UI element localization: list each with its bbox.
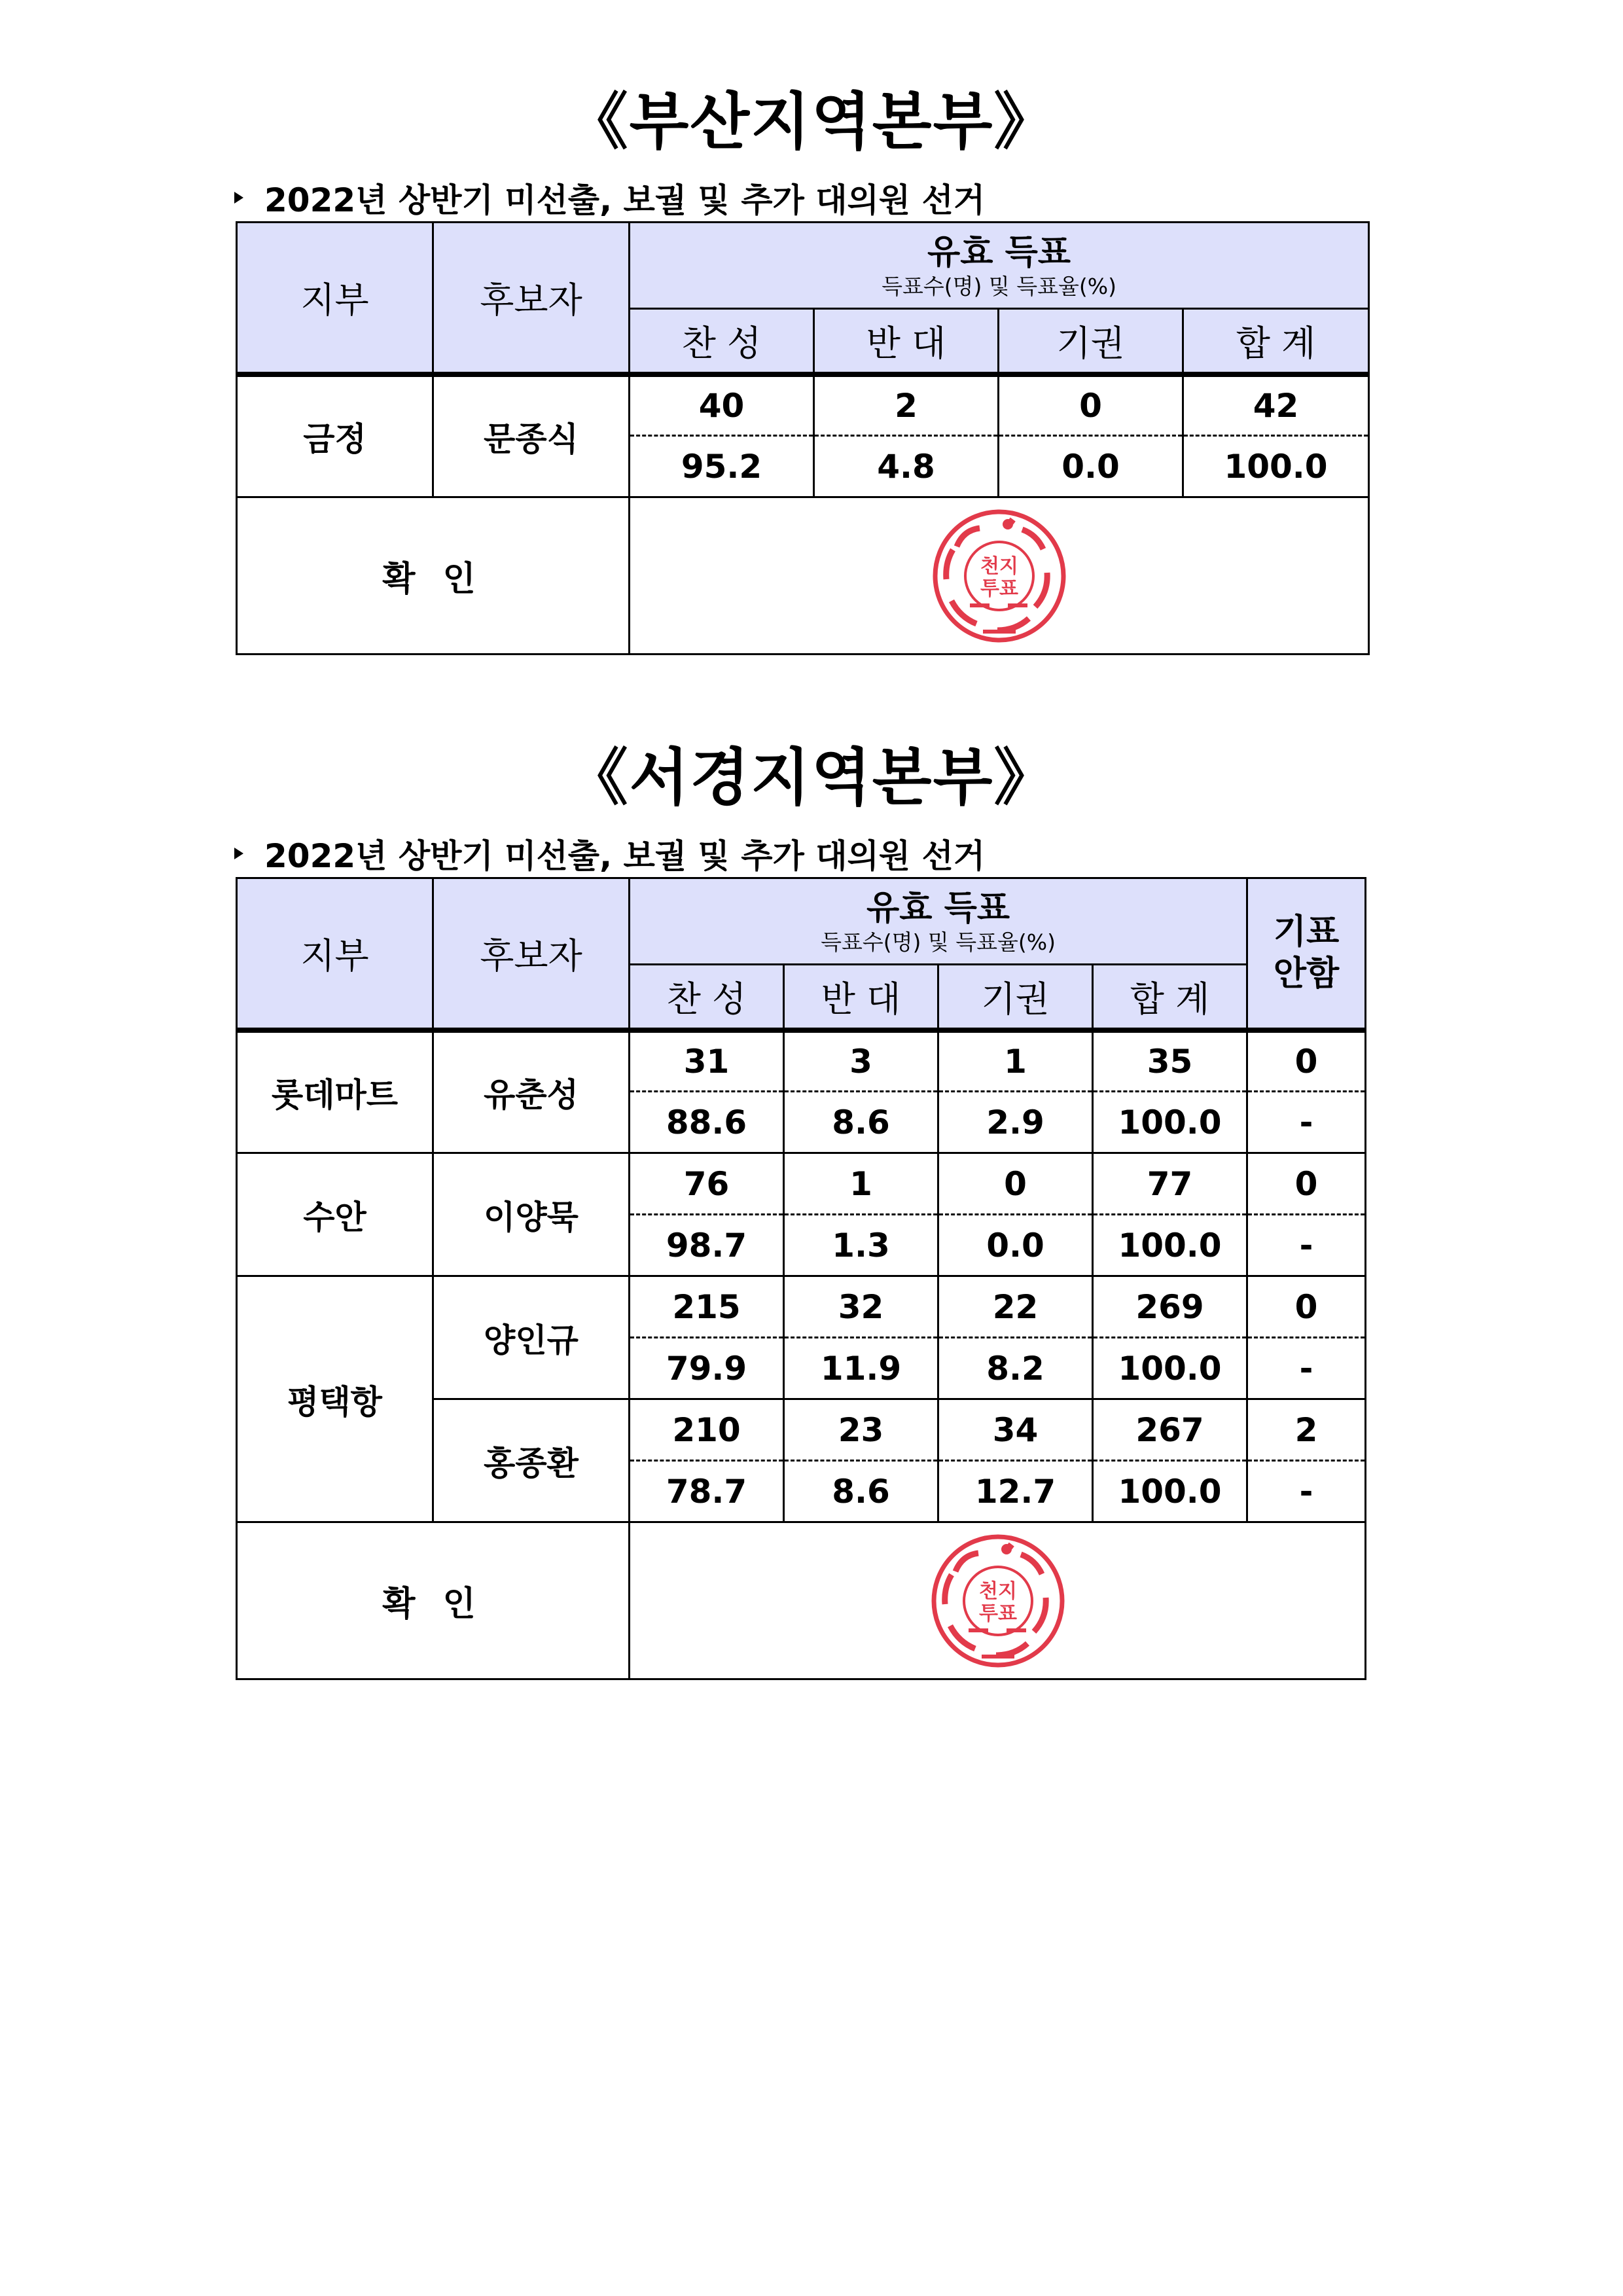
cell-count-abstain: 0 (999, 374, 1183, 436)
cell-no-vote-rate: - (1247, 1461, 1366, 1522)
cell-rate-for: 79.9 (630, 1338, 784, 1399)
header-for: 찬 성 (630, 309, 814, 374)
cell-count-total: 42 (1183, 374, 1369, 436)
header-valid-votes (630, 223, 1369, 309)
cell-candidate: 양인규 (433, 1276, 630, 1399)
header-valid-votes-title: 유효 득표 (927, 232, 1071, 272)
cell-no-vote-count: 0 (1247, 1030, 1366, 1092)
header-no-vote-line1: 기표 (1273, 912, 1340, 952)
svg-text:투표: 투표 (980, 577, 1018, 600)
header-against: 반 대 (784, 965, 938, 1030)
cell-rate-abstain: 0.0 (938, 1215, 1093, 1276)
confirm-label: 확 인 (237, 497, 630, 655)
cell-count-total: 77 (1093, 1153, 1247, 1215)
cell-no-vote-rate: - (1247, 1215, 1366, 1276)
cell-rate-abstain: 8.2 (938, 1338, 1093, 1399)
section1-title: 《부산지역본부》 (566, 86, 1057, 158)
cell-rate-against: 11.9 (784, 1338, 938, 1399)
cell-branch: 평택항 (237, 1276, 433, 1522)
section2-subtitle (234, 830, 985, 877)
cell-rate-total: 100.0 (1093, 1461, 1247, 1522)
cell-count-abstain: 1 (938, 1030, 1093, 1092)
cell-candidate: 이양묵 (433, 1153, 630, 1276)
header-no-vote-line2: 안함 (1273, 954, 1340, 994)
section2-subtitle-text: 2022년 상반기 미선출, 보궐 및 추가 대의원 선거 (264, 837, 986, 875)
section2-results-table (236, 877, 1366, 1680)
cell-branch: 수안 (237, 1153, 433, 1276)
cell-rate-total: 100.0 (1093, 1338, 1247, 1399)
cell-count-against: 2 (814, 374, 999, 436)
cell-branch: 롯데마트 (237, 1030, 433, 1153)
cell-count-for: 31 (630, 1030, 784, 1092)
cell-candidate: 홍종환 (433, 1399, 630, 1522)
bullet-triangle-icon (234, 848, 243, 859)
confirm-label: 확 인 (237, 1522, 630, 1679)
cell-rate-for: 95.2 (630, 436, 814, 497)
header-total: 합 계 (1093, 965, 1247, 1030)
cell-count-abstain: 34 (938, 1399, 1093, 1461)
cell-count-against: 1 (784, 1153, 938, 1215)
cell-candidate: 유춘성 (433, 1030, 630, 1153)
cell-no-vote-rate: - (1247, 1092, 1366, 1153)
cell-rate-for: 78.7 (630, 1461, 784, 1522)
cell-count-against: 3 (784, 1030, 938, 1092)
cell-rate-abstain: 2.9 (938, 1092, 1093, 1153)
header-abstain: 기권 (999, 309, 1183, 374)
cell-count-total: 35 (1093, 1030, 1247, 1092)
cell-rate-against: 8.6 (784, 1092, 938, 1153)
cell-no-vote-count: 0 (1247, 1276, 1366, 1338)
header-candidate: 후보자 (433, 878, 630, 1030)
cell-count-for: 215 (630, 1276, 784, 1338)
cell-rate-for: 98.7 (630, 1215, 784, 1276)
cell-rate-abstain: 12.7 (938, 1461, 1093, 1522)
cell-count-for: 76 (630, 1153, 784, 1215)
cell-no-vote-rate: - (1247, 1338, 1366, 1399)
header-candidate: 후보자 (433, 223, 630, 374)
cell-no-vote-count: 2 (1247, 1399, 1366, 1461)
header-abstain: 기권 (938, 965, 1093, 1030)
confirm-stamp-cell (630, 497, 1369, 655)
cell-count-for: 40 (630, 374, 814, 436)
header-valid-votes-title: 유효 득표 (866, 888, 1010, 928)
header-branch: 지부 (237, 878, 433, 1030)
cell-rate-abstain: 0.0 (999, 436, 1183, 497)
cell-rate-against: 8.6 (784, 1461, 938, 1522)
header-valid-votes-subtitle: 득표수(명) 및 득표율(%) (821, 929, 1056, 955)
cell-candidate: 문종식 (433, 374, 630, 497)
header-no-vote (1247, 878, 1366, 1030)
cell-branch: 금정 (237, 374, 433, 497)
section1-results-table (236, 221, 1370, 655)
cell-count-against: 23 (784, 1399, 938, 1461)
header-valid-votes-subtitle: 득표수(명) 및 득표율(%) (882, 273, 1116, 299)
confirm-stamp-cell (630, 1522, 1366, 1679)
cell-rate-total: 100.0 (1183, 436, 1369, 497)
cell-rate-for: 88.6 (630, 1092, 784, 1153)
svg-text:천지: 천지 (979, 1579, 1017, 1603)
cell-rate-total: 100.0 (1093, 1215, 1247, 1276)
official-seal-icon (929, 1532, 1067, 1670)
svg-text:투표: 투표 (979, 1602, 1017, 1625)
cell-count-abstain: 22 (938, 1276, 1093, 1338)
header-against: 반 대 (814, 309, 999, 374)
svg-text:천지: 천지 (980, 554, 1018, 578)
header-valid-votes (630, 878, 1247, 965)
cell-count-against: 32 (784, 1276, 938, 1338)
cell-count-total: 267 (1093, 1399, 1247, 1461)
cell-count-for: 210 (630, 1399, 784, 1461)
bullet-triangle-icon (234, 192, 243, 204)
header-for: 찬 성 (630, 965, 784, 1030)
cell-no-vote-count: 0 (1247, 1153, 1366, 1215)
cell-rate-total: 100.0 (1093, 1092, 1247, 1153)
section2-title: 《서경지역본부》 (566, 742, 1057, 814)
header-branch: 지부 (237, 223, 433, 374)
cell-count-abstain: 0 (938, 1153, 1093, 1215)
header-total: 합 계 (1183, 309, 1369, 374)
cell-rate-against: 4.8 (814, 436, 999, 497)
section1-subtitle (234, 174, 985, 221)
official-seal-icon (931, 507, 1068, 645)
section1-subtitle-text: 2022년 상반기 미선출, 보궐 및 추가 대의원 선거 (264, 181, 986, 219)
cell-rate-against: 1.3 (784, 1215, 938, 1276)
cell-count-total: 269 (1093, 1276, 1247, 1338)
